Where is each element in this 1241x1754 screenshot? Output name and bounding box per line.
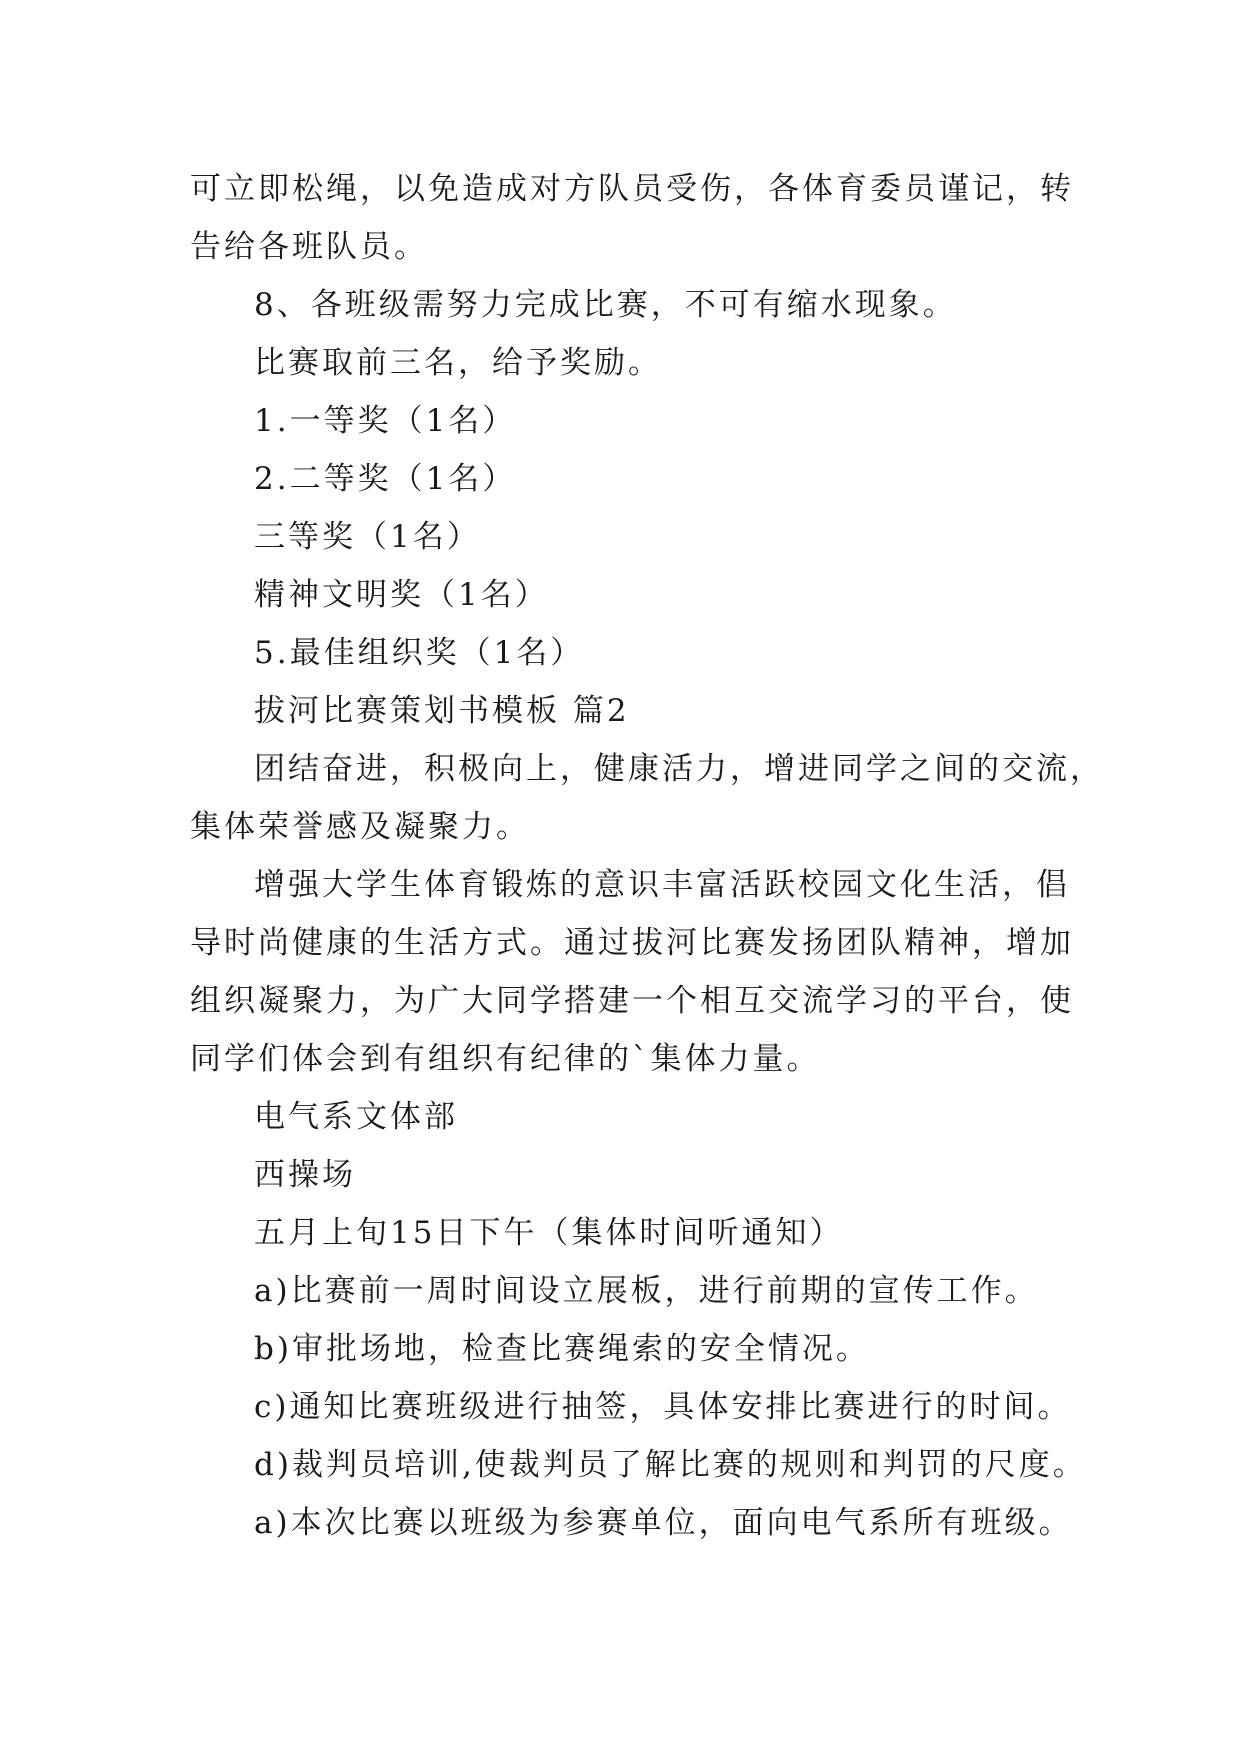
list-item: a)本次比赛以班级为参赛单位，面向电气系所有班级。 bbox=[254, 1505, 1073, 1541]
paragraph-line: 可立即松绳，以免造成对方队员受伤，各体育委员谨记，转 bbox=[190, 171, 1074, 207]
paragraph-line: 比赛取前三名，给予奖励。 bbox=[254, 345, 662, 381]
paragraph-line: 8、各班级需努力完成比赛，不可有缩水现象。 bbox=[254, 287, 957, 323]
list-item: 2.二等奖（1名） bbox=[254, 461, 517, 497]
paragraph-line: 电气系文体部 bbox=[254, 1099, 458, 1135]
list-item: b)审批场地，检查比赛绳索的安全情况。 bbox=[254, 1331, 870, 1367]
list-item: 三等奖（1名） bbox=[254, 519, 481, 555]
paragraph-line: 组织凝聚力，为广大同学搭建一个相互交流学习的平台，使 bbox=[190, 983, 1074, 1019]
document-body bbox=[190, 160, 1104, 1552]
section-heading: 拔河比赛策划书模板 篇2 bbox=[254, 693, 630, 729]
paragraph-line: 五月上旬15日下午（集体时间听通知） bbox=[254, 1215, 844, 1251]
list-item: d)裁判员培训,使裁判员了解比赛的规则和判罚的尺度。 bbox=[254, 1447, 1087, 1483]
list-item: 5.最佳组织奖（1名） bbox=[254, 635, 585, 671]
list-item: 精神文明奖（1名） bbox=[254, 577, 549, 613]
paragraph-line: 导时尚健康的生活方式。通过拔河比赛发扬团队精神，增加 bbox=[190, 925, 1074, 961]
list-item: a)比赛前一周时间设立展板，进行前期的宣传工作。 bbox=[254, 1273, 1039, 1309]
paragraph-line: 增强大学生体育锻炼的意识丰富活跃校园文化生活，倡 bbox=[254, 867, 1070, 903]
list-item: 1.一等奖（1名） bbox=[254, 403, 517, 439]
paragraph-line: 西操场 bbox=[254, 1157, 356, 1193]
paragraph-line: 同学们体会到有组织有纪律的`集体力量。 bbox=[190, 1041, 821, 1077]
paragraph-line: 告给各班队员。 bbox=[190, 229, 428, 265]
list-item: c)通知比赛班级进行抽签，具体安排比赛进行的时间。 bbox=[254, 1389, 1072, 1425]
paragraph-line: 集体荣誉感及凝聚力。 bbox=[190, 809, 530, 845]
paragraph-line: 团结奋进，积极向上，健康活力，增进同学之间的交流， bbox=[254, 751, 1104, 787]
